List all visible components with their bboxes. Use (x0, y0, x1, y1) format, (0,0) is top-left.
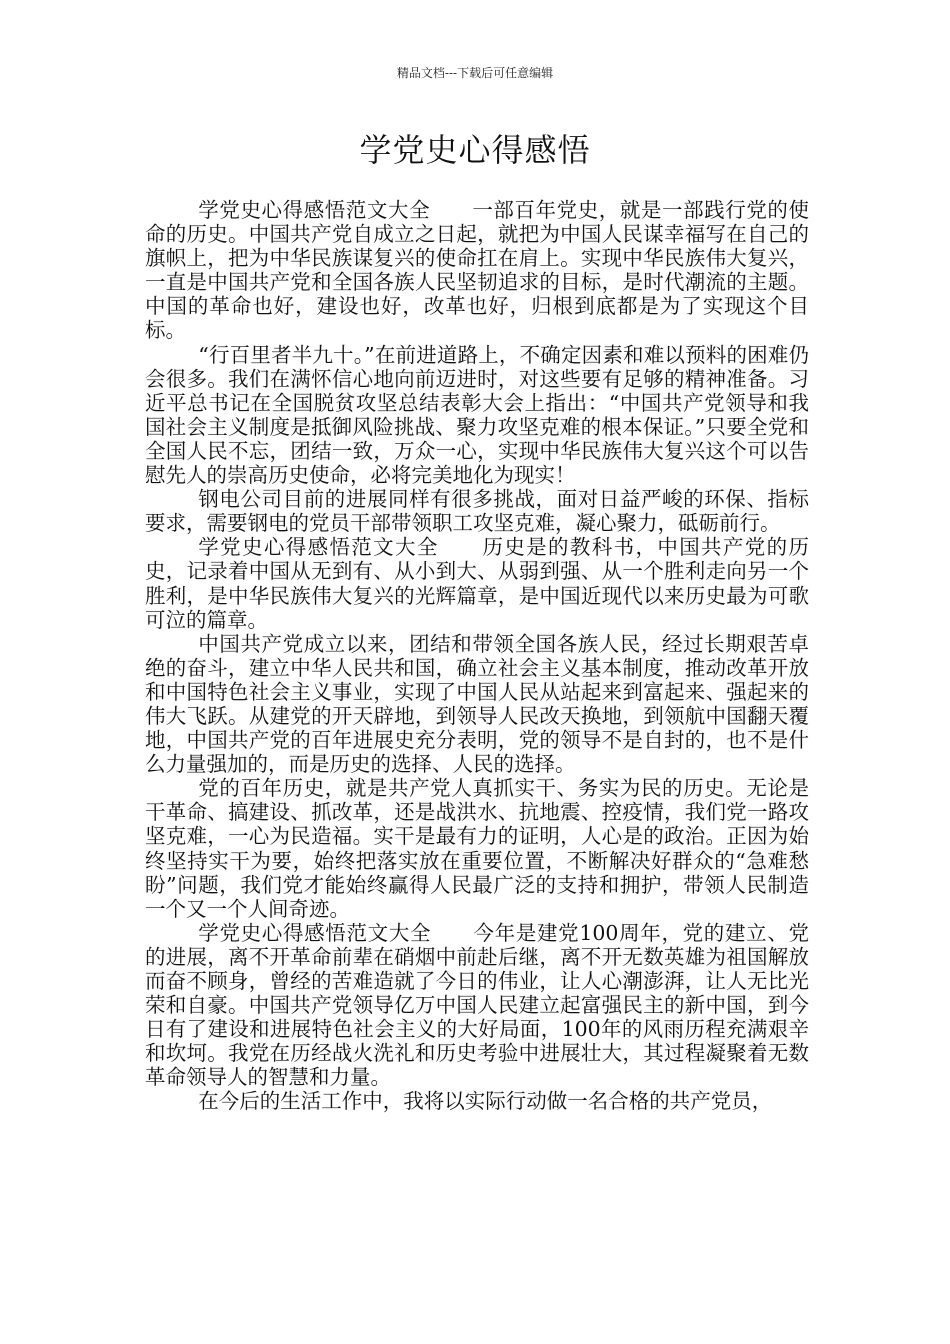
paragraph: 中国共产党成立以来，团结和带领全国各族人民，经过长期艰苦卓绝的奋斗，建立中华人民共和国，确立社会主义基本制度，推动改革开放和中国特色社会主义事业，实现了中国人民从站起来到富起来、强起来的伟大飞跃。从建党的开天辟地，到领导人民改天换地，到领航中国翻天覆地，中国共产党的百年进展史充分表明，党的领导不是自封的，也不是什么力量强加的，而是历史的选择、人民的选择。 (145, 631, 809, 777)
paragraph: 学党史心得感悟范文大全 历史是的教科书，中国共产党的历史，记录着中国从无到有、从小到大、从弱到强、从一个胜利走向另一个胜利，是中华民族伟大复兴的光辉篇章，是中国近现代以来历史最为可歌可泣的篇章。 (145, 535, 809, 632)
document-title: 学党史心得感悟 (359, 131, 591, 169)
paragraph: 在今后的生活工作中，我将以实际行动做一名合格的共产党员， (198, 1089, 773, 1114)
paragraph: 党的百年历史，就是共产党人真抓实干、务实为民的历史。无论是干革命、搞建设、抓改革，还是战洪水、抗地震、控疫情，我们党一路攻坚克难，一心为民造福。实干是最有力的证明，人心是的政治。正因为始终坚持实干为要，始终把落实放在重要位置，不断解决好群众的“急难愁盼”问题，我们党才能始终赢得人民最广泛的支持和拥护，带领人民制造一个又一个人间奇迹。 (145, 776, 809, 921)
paragraph: 钢电公司目前的进展同样有很多挑战，面对日益严峻的环保、指标要求，需要钢电的党员干部带领职工攻坚克难，凝心聚力，砥砺前行。 (145, 487, 809, 536)
header-note: 精品文档---下载后可任意编辑 (396, 66, 554, 80)
paragraph: “行百里者半九十。”在前进道路上，不确定因素和难以预料的困难仍会很多。我们在满怀信心地向前迈进时，对这些要有足够的精神准备。习近平总书记在全国脱贫攻坚总结表彰大会上指出：“中国共产党领导和我国社会主义制度是抵御风险挑战、聚力攻坚克难的根本保证。”只要全党和全国人民不忘，团结一致，万众一心，实现中华民族伟大复兴这个可以告慰先人的崇高历史使命，必将完美地化为现实！ (145, 342, 809, 488)
document-body (145, 198, 809, 1114)
paragraph: 学党史心得感悟范文大全 今年是建党100周年，党的建立、党的进展，离不开革命前辈在硝烟中前赴后继，离不开无数英雄为祖国解放而奋不顾身，曾经的苦难造就了今日的伟业，让人心潮澎湃，让人无比光荣和自豪。中国共产党领导亿万中国人民建立起富强民主的新中国，到今日有了建设和进展特色社会主义的大好局面，100年的风雨历程充满艰辛和坎坷。我党在历经战火洗礼和历史考验中进展壮大，其过程凝聚着无数革命领导人的智慧和力量。 (145, 920, 809, 1090)
paragraph: 学党史心得感悟范文大全 一部百年党史，就是一部践行党的使命的历史。中国共产党自成立之日起，就把为中国人民谋幸福写在自己的旗帜上，把为中华民族谋复兴的使命扛在肩上。实现中华民族伟大复兴，一直是中国共产党和全国各族人民坚韧追求的目标，是时代潮流的主题。中国的革命也好，建设也好，改革也好，归根到底都是为了实现这个目标。 (145, 198, 809, 343)
